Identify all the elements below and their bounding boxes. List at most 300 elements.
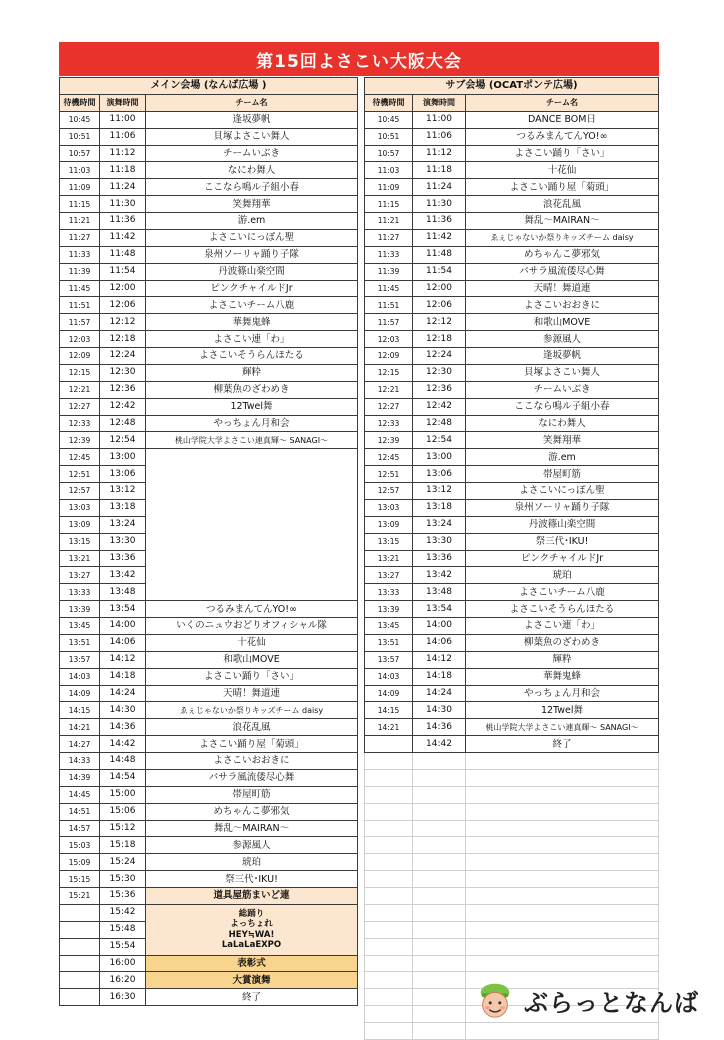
team-name: チームいぶき <box>146 145 358 162</box>
team-name: 華舞鬼蜂 <box>466 668 659 685</box>
table-row <box>60 314 358 331</box>
team-name: 帯屋町筋 <box>146 786 358 803</box>
empty-cell <box>365 989 413 1006</box>
table-row <box>60 702 358 719</box>
wait-time: 12:39 <box>365 432 413 449</box>
table-row <box>365 415 659 432</box>
table-row <box>365 516 659 533</box>
table-row <box>60 297 358 314</box>
perform-time: 16:30 <box>100 989 146 1006</box>
empty-cell <box>466 921 659 938</box>
perform-time: 15:18 <box>100 837 146 854</box>
wait-time: 11:21 <box>60 213 100 230</box>
table-row <box>60 196 358 213</box>
empty-cell <box>365 753 413 770</box>
table-row <box>365 162 659 179</box>
column-header <box>365 94 659 111</box>
perform-time: 14:48 <box>100 753 146 770</box>
wait-time: 11:27 <box>60 229 100 246</box>
closing-row <box>60 972 358 989</box>
table-row <box>60 803 358 820</box>
table-row <box>60 246 358 263</box>
wait-time: 14:39 <box>60 769 100 786</box>
empty-cell <box>365 972 413 989</box>
wait-time: 12:45 <box>60 449 100 466</box>
table-row <box>60 837 358 854</box>
table-row <box>365 483 659 500</box>
team-name: 琥珀 <box>146 854 358 871</box>
perform-time: 14:42 <box>413 736 466 753</box>
column-header-cell: チーム名 <box>466 94 659 111</box>
team-name: 輝粋 <box>146 364 358 381</box>
table-row <box>60 888 358 905</box>
perform-time: 12:48 <box>100 415 146 432</box>
empty-row <box>365 837 659 854</box>
table-row <box>365 246 659 263</box>
empty-cell <box>413 769 466 786</box>
wait-time: 11:33 <box>60 246 100 263</box>
team-name: 舞乱～MAIRAN～ <box>466 213 659 230</box>
empty-cell <box>365 938 413 955</box>
wait-time: 12:09 <box>60 348 100 365</box>
perform-time: 14:30 <box>413 702 466 719</box>
wait-time: 14:09 <box>365 685 413 702</box>
page-title: 第15回よさこい大阪大会 <box>59 42 659 76</box>
wait-time: 12:45 <box>365 449 413 466</box>
wait-time: 14:57 <box>60 820 100 837</box>
team-name <box>146 584 358 601</box>
team-name: ピンクチャイルドJr <box>466 550 659 567</box>
team-name: なにわ舞人 <box>466 415 659 432</box>
table-row <box>365 314 659 331</box>
perform-time: 14:42 <box>100 736 146 753</box>
team-name <box>146 533 358 550</box>
table-row <box>365 702 659 719</box>
empty-cell <box>466 871 659 888</box>
wait-time: 12:39 <box>60 432 100 449</box>
table-row <box>365 111 659 128</box>
team-name: 逢坂夢帆 <box>146 111 358 128</box>
closing-row <box>60 955 358 972</box>
event-name: 表彰式 <box>146 955 358 972</box>
wait-time: 12:33 <box>60 415 100 432</box>
wait-time: 14:03 <box>365 668 413 685</box>
wait-time: 10:57 <box>60 145 100 162</box>
team-name: 帯屋町筋 <box>466 466 659 483</box>
team-name: 貝塚よさこい舞人 <box>466 364 659 381</box>
team-name: 和歌山MOVE <box>466 314 659 331</box>
table-row <box>365 567 659 584</box>
team-name: よさこいにっぽん聖 <box>466 483 659 500</box>
perform-time: 12:12 <box>100 314 146 331</box>
empty-row <box>365 820 659 837</box>
empty-cell <box>365 854 413 871</box>
table-row <box>365 280 659 297</box>
team-name: ここなら鳴ル子組小春 <box>146 179 358 196</box>
table-row <box>365 145 659 162</box>
empty-cell <box>413 753 466 770</box>
perform-time: 11:48 <box>100 246 146 263</box>
table-row <box>60 516 358 533</box>
team-name: 笑舞翔華 <box>146 196 358 213</box>
perform-time: 12:18 <box>100 331 146 348</box>
team-name: よさこい踊り「さい」 <box>146 668 358 685</box>
perform-time: 11:06 <box>100 128 146 145</box>
perform-time: 13:12 <box>413 483 466 500</box>
perform-time: 12:18 <box>413 331 466 348</box>
empty-cell <box>413 888 466 905</box>
table-row <box>365 685 659 702</box>
perform-time: 12:06 <box>413 297 466 314</box>
wait-time: 13:03 <box>60 499 100 516</box>
column-header <box>60 94 358 111</box>
team-name: 祭三代･IKU! <box>146 871 358 888</box>
wait-time: 12:03 <box>60 331 100 348</box>
team-name: やっちょん月和会 <box>466 685 659 702</box>
empty-cell <box>365 1006 413 1023</box>
empty-cell <box>413 1006 466 1023</box>
main-venue-schedule <box>59 77 358 1006</box>
wait-time: 12:57 <box>365 483 413 500</box>
team-name: めちゃんこ夢邪気 <box>466 246 659 263</box>
table-row <box>60 854 358 871</box>
table-row <box>365 128 659 145</box>
empty-row <box>365 921 659 938</box>
event-name: 大賞演舞 <box>146 972 358 989</box>
wait-time: 11:27 <box>365 229 413 246</box>
team-name: 浪花乱風 <box>146 719 358 736</box>
perform-time: 15:42 <box>100 904 146 921</box>
team-name: よさこい踊り屋「菊頭」 <box>146 736 358 753</box>
column-header-cell: 演舞時間 <box>100 94 146 111</box>
team-name: 天晴！舞道連 <box>146 685 358 702</box>
perform-time: 15:00 <box>100 786 146 803</box>
team-name <box>146 550 358 567</box>
wait-time: 11:57 <box>365 314 413 331</box>
empty-cell <box>365 888 413 905</box>
perform-time: 11:12 <box>413 145 466 162</box>
team-name: つるみまんてんYO!∞ <box>466 128 659 145</box>
burattonanba-logo <box>474 978 716 1022</box>
wait-time: 12:57 <box>60 483 100 500</box>
team-name: 丹波篠山楽空間 <box>146 263 358 280</box>
team-name: 輝粋 <box>466 651 659 668</box>
table-row <box>365 229 659 246</box>
table-row <box>60 753 358 770</box>
wait-time: 15:09 <box>60 854 100 871</box>
perform-time: 12:36 <box>413 381 466 398</box>
perform-time: 13:36 <box>413 550 466 567</box>
table-row <box>60 736 358 753</box>
table-row <box>60 381 358 398</box>
team-name: 祭三代･IKU! <box>466 533 659 550</box>
column-header-cell: 待機時間 <box>365 94 413 111</box>
perform-time: 11:36 <box>100 213 146 230</box>
empty-row <box>365 904 659 921</box>
perform-time: 13:30 <box>100 533 146 550</box>
wait-time: 11:45 <box>60 280 100 297</box>
wait-time: 12:27 <box>60 398 100 415</box>
wait-time: 13:57 <box>60 651 100 668</box>
table-row <box>365 364 659 381</box>
table-row <box>365 196 659 213</box>
perform-time: 13:48 <box>413 584 466 601</box>
perform-time: 15:06 <box>100 803 146 820</box>
perform-time: 13:00 <box>100 449 146 466</box>
perform-time: 14:36 <box>413 719 466 736</box>
table-row <box>60 634 358 651</box>
perform-time: 11:00 <box>413 111 466 128</box>
table-row <box>60 685 358 702</box>
team-name: 丹波篠山楽空間 <box>466 516 659 533</box>
wait-time: 14:15 <box>365 702 413 719</box>
perform-time: 14:06 <box>100 634 146 651</box>
empty-row <box>365 769 659 786</box>
perform-time: 13:36 <box>100 550 146 567</box>
empty-cell <box>413 786 466 803</box>
team-name: 和歌山MOVE <box>146 651 358 668</box>
perform-time: 14:12 <box>100 651 146 668</box>
table-row <box>365 651 659 668</box>
table-row <box>60 871 358 888</box>
sub-venue-title: サブ会場 (OCATポンテ広場) <box>365 78 659 95</box>
team-name: よさこいチーム八鹿 <box>466 584 659 601</box>
wait-time: 13:27 <box>60 567 100 584</box>
wait-time: 14:27 <box>60 736 100 753</box>
perform-time: 16:20 <box>100 972 146 989</box>
finale-name: 総踊り <box>238 908 265 919</box>
perform-time: 13:30 <box>413 533 466 550</box>
perform-time: 12:12 <box>413 314 466 331</box>
table-row <box>60 786 358 803</box>
team-name: 華舞鬼蜂 <box>146 314 358 331</box>
table-row <box>60 499 358 516</box>
team-name <box>146 466 358 483</box>
wait-time: 14:03 <box>60 668 100 685</box>
wait-time: 13:33 <box>60 584 100 601</box>
wait-time: 12:51 <box>60 466 100 483</box>
table-row <box>60 128 358 145</box>
wait-time <box>60 921 100 938</box>
sub-venue-schedule <box>364 77 659 1040</box>
empty-cell <box>365 803 413 820</box>
empty-row <box>365 803 659 820</box>
perform-time: 13:24 <box>100 516 146 533</box>
perform-time: 15:12 <box>100 820 146 837</box>
team-name <box>146 449 358 466</box>
wait-time: 13:45 <box>365 618 413 635</box>
wait-time: 15:03 <box>60 837 100 854</box>
team-name: よさこいおおきに <box>146 753 358 770</box>
perform-time: 11:24 <box>100 179 146 196</box>
team-name <box>146 567 358 584</box>
team-name: 12Twel舞 <box>146 398 358 415</box>
perform-time: 12:42 <box>413 398 466 415</box>
perform-time: 15:48 <box>100 921 146 938</box>
wait-time: 13:21 <box>60 550 100 567</box>
wait-time: 10:51 <box>365 128 413 145</box>
venue-header <box>60 78 358 95</box>
table-row <box>60 820 358 837</box>
wait-time: 12:27 <box>365 398 413 415</box>
empty-cell <box>466 837 659 854</box>
team-name: 道具屋筋まいど連 <box>146 888 358 905</box>
team-name <box>146 516 358 533</box>
perform-time: 13:06 <box>100 466 146 483</box>
empty-row <box>365 1023 659 1040</box>
team-name <box>146 499 358 516</box>
team-name: よさこい踊り「さい」 <box>466 145 659 162</box>
wait-time: 11:03 <box>365 162 413 179</box>
table-row <box>365 381 659 398</box>
wait-time: 13:51 <box>60 634 100 651</box>
perform-time: 15:54 <box>100 938 146 955</box>
perform-time: 12:36 <box>100 381 146 398</box>
table-row <box>60 668 358 685</box>
perform-time: 14:24 <box>100 685 146 702</box>
wait-time: 11:15 <box>60 196 100 213</box>
perform-time: 11:18 <box>413 162 466 179</box>
team-name: 琥珀 <box>466 567 659 584</box>
wait-time: 13:03 <box>365 499 413 516</box>
wait-time: 13:15 <box>60 533 100 550</box>
wait-time: 11:45 <box>365 280 413 297</box>
team-name: 12Twel舞 <box>466 702 659 719</box>
perform-time: 12:06 <box>100 297 146 314</box>
table-row <box>60 466 358 483</box>
perform-time: 13:48 <box>100 584 146 601</box>
perform-time: 11:48 <box>413 246 466 263</box>
wait-time: 11:09 <box>365 179 413 196</box>
wait-time: 11:51 <box>365 297 413 314</box>
empty-cell <box>365 820 413 837</box>
wait-time: 11:03 <box>60 162 100 179</box>
table-row <box>60 280 358 297</box>
table-row <box>365 601 659 618</box>
empty-cell <box>466 888 659 905</box>
team-name: 游.em <box>466 449 659 466</box>
table-row <box>365 618 659 635</box>
table-row <box>60 229 358 246</box>
perform-time: 11:06 <box>413 128 466 145</box>
team-name: 参源風人 <box>466 331 659 348</box>
wait-time: 12:09 <box>365 348 413 365</box>
perform-time: 11:42 <box>100 229 146 246</box>
wait-time: 12:03 <box>365 331 413 348</box>
table-row <box>365 550 659 567</box>
perform-time: 11:18 <box>100 162 146 179</box>
perform-time: 13:12 <box>100 483 146 500</box>
wait-time: 14:21 <box>365 719 413 736</box>
wait-time: 15:15 <box>60 871 100 888</box>
mascot-icon <box>474 979 516 1021</box>
table-row <box>365 634 659 651</box>
team-name: やっちょん月和会 <box>146 415 358 432</box>
team-name: 天晴！舞道連 <box>466 280 659 297</box>
table-row <box>60 415 358 432</box>
perform-time: 12:30 <box>413 364 466 381</box>
wait-time: 12:21 <box>365 381 413 398</box>
perform-time: 13:18 <box>413 499 466 516</box>
wait-time <box>60 938 100 955</box>
perform-time: 13:24 <box>413 516 466 533</box>
team-name: DANCE BOM日 <box>466 111 659 128</box>
table-row <box>365 398 659 415</box>
perform-time: 14:18 <box>100 668 146 685</box>
empty-cell <box>413 904 466 921</box>
empty-cell <box>466 955 659 972</box>
table-row <box>60 449 358 466</box>
wait-time: 11:51 <box>60 297 100 314</box>
wait-time: 13:39 <box>365 601 413 618</box>
wait-time: 13:09 <box>60 516 100 533</box>
perform-time: 14:36 <box>100 719 146 736</box>
empty-cell <box>466 1023 659 1040</box>
team-name: バサラ風流倭尽心舞 <box>146 769 358 786</box>
table-row <box>60 213 358 230</box>
empty-cell <box>413 854 466 871</box>
empty-cell <box>365 904 413 921</box>
venue-header <box>365 78 659 95</box>
table-row <box>365 668 659 685</box>
perform-time: 12:54 <box>413 432 466 449</box>
perform-time: 14:30 <box>100 702 146 719</box>
wait-time <box>60 972 100 989</box>
table-row <box>365 533 659 550</box>
column-header-cell: チーム名 <box>146 94 358 111</box>
team-name: ゑぇじゃないか祭りキッズチーム daisy <box>466 229 659 246</box>
table-row <box>60 550 358 567</box>
empty-cell <box>365 837 413 854</box>
wait-time: 10:51 <box>60 128 100 145</box>
team-name: めちゃんこ夢邪気 <box>146 803 358 820</box>
table-row <box>60 567 358 584</box>
table-row <box>365 348 659 365</box>
table-row <box>60 348 358 365</box>
table-row <box>60 483 358 500</box>
table-row <box>60 331 358 348</box>
wait-time: 12:33 <box>365 415 413 432</box>
table-row <box>60 769 358 786</box>
team-name: よさこい連「わ」 <box>466 618 659 635</box>
team-name: よさこいチーム八鹿 <box>146 297 358 314</box>
table-row <box>365 466 659 483</box>
wait-time: 14:51 <box>60 803 100 820</box>
empty-row <box>365 955 659 972</box>
table-row <box>365 179 659 196</box>
perform-time: 14:18 <box>413 668 466 685</box>
wait-time: 13:45 <box>60 618 100 635</box>
wait-time: 13:51 <box>365 634 413 651</box>
main-venue-title: メイン会場 (なんば広場 ) <box>60 78 358 95</box>
perform-time: 11:54 <box>413 263 466 280</box>
perform-time: 11:36 <box>413 213 466 230</box>
wait-time: 12:51 <box>365 466 413 483</box>
wait-time: 13:27 <box>365 567 413 584</box>
team-name: いくのニュウおどりオフィシャル隊 <box>146 618 358 635</box>
perform-time: 13:42 <box>413 567 466 584</box>
empty-cell <box>413 938 466 955</box>
wait-time: 13:21 <box>365 550 413 567</box>
team-name: なにわ舞人 <box>146 162 358 179</box>
team-name: 終了 <box>466 736 659 753</box>
team-name: 游.em <box>146 213 358 230</box>
table-row <box>60 618 358 635</box>
empty-cell <box>466 938 659 955</box>
team-name: 貝塚よさこい舞人 <box>146 128 358 145</box>
team-name: 泉州ソーリャ踊り子隊 <box>466 499 659 516</box>
finale-name: LaLaLaEXPO <box>221 940 282 951</box>
